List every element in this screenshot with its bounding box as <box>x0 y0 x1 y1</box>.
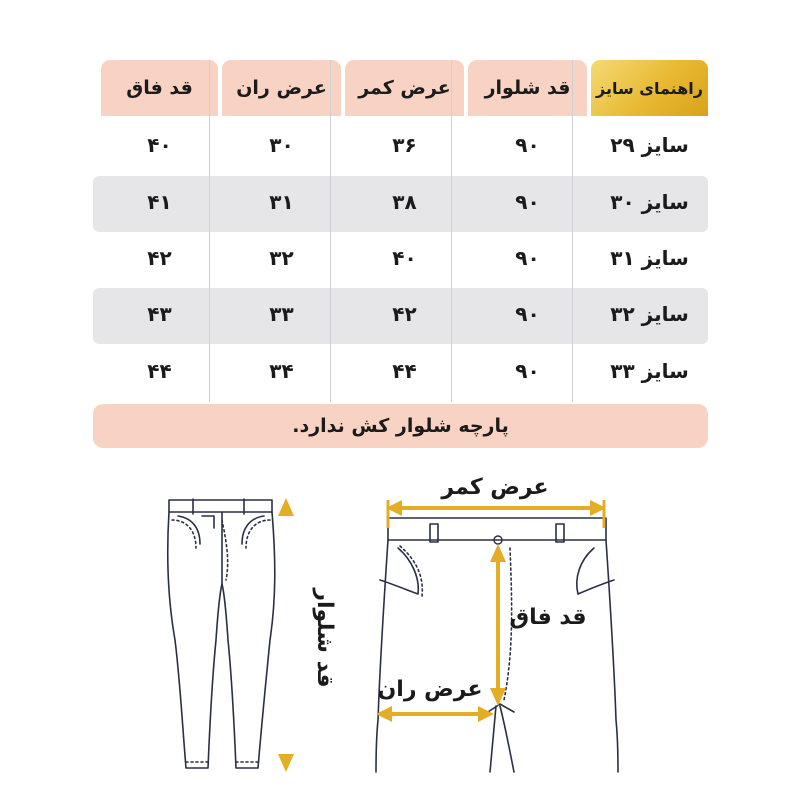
header-pants-length: قد شلوار <box>468 60 587 116</box>
cell-length: ۹۰ <box>515 246 540 270</box>
cell-rise: ۴۴ <box>147 359 172 383</box>
header-size-guide: راهنمای سایز <box>591 60 708 116</box>
waist-label: عرض کمر <box>441 475 549 500</box>
cell-waist: ۴۲ <box>392 302 417 326</box>
cell-thigh: ۳۳ <box>269 302 294 326</box>
fabric-note: پارچه شلوار کش ندارد. <box>93 404 708 448</box>
cell-length: ۹۰ <box>515 302 540 326</box>
cell-thigh: ۳۴ <box>269 359 294 383</box>
cell-length: ۹۰ <box>515 190 540 214</box>
cell-rise: ۴۰ <box>147 133 172 157</box>
slim-jeans-illustration <box>168 499 275 768</box>
waist-arrow <box>386 500 606 528</box>
cell-thigh: ۳۱ <box>269 190 294 214</box>
cell-waist: ۳۶ <box>392 133 417 157</box>
cell-waist: ۴۴ <box>392 359 417 383</box>
header-waist-width: عرض کمر <box>345 60 464 116</box>
cell-size: سایز ۳۱ <box>610 246 689 270</box>
cell-size: سایز ۲۹ <box>610 133 689 157</box>
rise-label: قد فاق <box>509 605 587 630</box>
cell-waist: ۴۰ <box>392 246 417 270</box>
cell-rise: ۴۲ <box>147 246 172 270</box>
cell-thigh: ۳۰ <box>269 133 294 157</box>
cell-size: سایز ۳۰ <box>610 190 689 214</box>
length-label: قد شلوار <box>312 588 337 688</box>
length-arrow <box>278 498 294 772</box>
cell-waist: ۳۸ <box>392 190 417 214</box>
thigh-label: عرض ران <box>377 677 483 702</box>
header-thigh-width: عرض ران <box>222 60 341 116</box>
cell-thigh: ۳۲ <box>269 246 294 270</box>
cell-rise: ۴۳ <box>147 302 172 326</box>
cell-size: سایز ۳۳ <box>610 359 689 383</box>
header-rise: قد فاق <box>101 60 218 116</box>
cell-length: ۹۰ <box>515 133 540 157</box>
cell-size: سایز ۳۲ <box>610 302 689 326</box>
cell-length: ۹۰ <box>515 359 540 383</box>
thigh-arrow <box>376 706 494 722</box>
rise-arrow <box>490 544 506 706</box>
cell-rise: ۴۱ <box>147 190 172 214</box>
